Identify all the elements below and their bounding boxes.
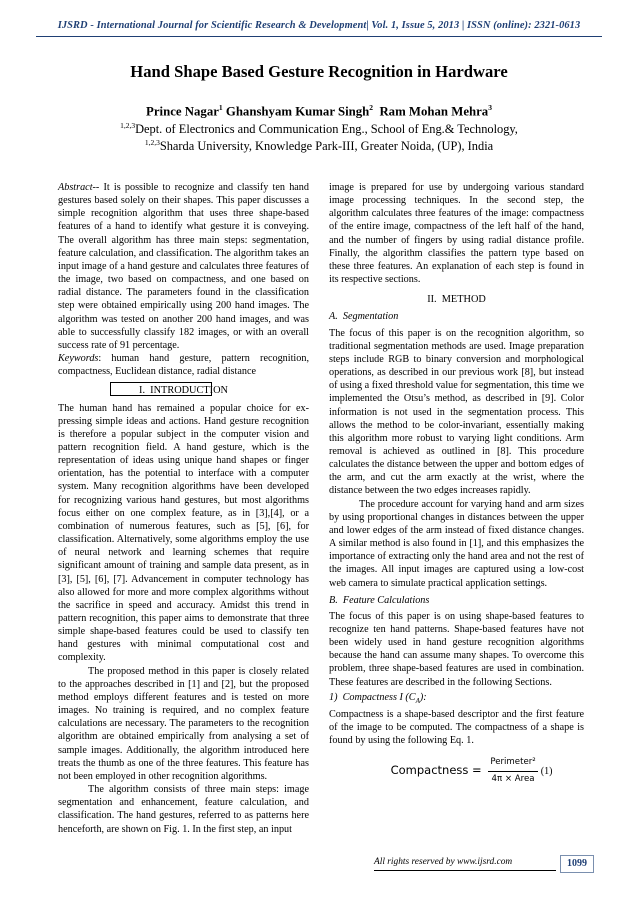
affiliation-text: Sharda University, Knowledge Park-III, Greater Noida, (UP), India (159, 139, 494, 154)
author-superscript: 1 (218, 103, 223, 112)
affiliation-superscript: 1,2,3 (144, 138, 160, 147)
footer-rights (374, 857, 512, 867)
feature-paragraph: The focus of this paper is on using shape-based features to recognize ten hand patterns. Shape-based features have not been widely used in hand gesture recognition algorithms because the hand can assume many shapes. To overcome this problem, three shape-based features are used in combination. These features are described in the following Sections. (329, 610, 584, 688)
method-heading: II. METHOD (427, 294, 486, 306)
affiliation-line (38, 121, 600, 137)
compactness-paragraph: Compactness is a shape-based descriptor and the first feature of the image to be computed. The compactness of a shape is found by using the following Eq. 1. (329, 708, 584, 747)
compactness-equation (359, 756, 584, 785)
segmentation-paragraph: The focus of this paper is on the recognition algorithm, so traditional segmentation methods are used. Image preparation steps include RGB to binary conversion and morphological operations, as described in our previous work [8], but instead of using a fixed threshold value for segmentation, this time we implemented the Otsu’s method, as described in [9]. Color information is not used in the segmentation process. This allows the method to be color-invariant, essentially making this algorithm more robust to varying light conditions. Arm removal is achieved as outlined in [8]. This procedure calculates the distance between the upper and bottom edges of the arm, and cut the arm exactly at the wrist, where the distance between the two edges increases rapidly. (329, 327, 584, 497)
page-number: 1099 (560, 855, 594, 873)
equation-denominator: 4π × Area (491, 773, 535, 784)
intro-paragraph: The algorithm consists of three main steps: image segmentation and enhancement, feature calculation, and classification. The hand gestures, referred to as patterns here henceforth, are shown on Fig. 1. In the first step, an input (58, 784, 309, 835)
author-superscript: 3 (488, 103, 492, 112)
header-rule (36, 36, 602, 37)
equation-number: (1) (540, 766, 553, 778)
footer-rights-text: All rights reserved by (374, 857, 457, 867)
intro-paragraph: The human hand has remained a popular choice for ex-pressing simple ideas and actions. Hand gesture recognition is therefore a popular subject in the computer vision and pattern recognition field. A hand gesture, which is the representation of ideas using unique hand shapes or finger orientation, has the potential to interface with a computer system. Many recognition algorithms have been developed for recognizing various hand gestures, but most algorithms focus either on one complex feature, as in [3],[4], or a combination of numerous features, such as [5], [6], for classification. Alternatively, some algorithms employ the use of neural network and learning schemes that require significant amount of training and sample data present, as in [3], [5], [6], [7]. Advancement in computer technology has also allowed for more and more complex algorithms without the sacrifice in speed and accuracy. Amidst this trend in pattern recognition, this paper aims to demonstrate that three simple shape-based features could be used to classify ten hand gestures with minimal computational cost and complexity. (58, 402, 309, 664)
keywords (58, 352, 309, 378)
equation-lhs: Compactness = (390, 763, 486, 778)
keywords-label: Keywords (58, 353, 99, 365)
footer-url-link[interactable]: www.ijsrd.com (456, 857, 513, 867)
intro-paragraph: The proposed method in this paper is closely related to the approaches described in [1] and [2], but the proposed method employs different features and is tested on more images. No training is required, and no complex feature calculations are necessary. The parameters to the recognition algorithm are obtained empirically from analysing a set of sample images. Additionally, the algorithm introduced here treats the thumb as one of the three features. This feature has not been employed in other recognition algorithms. (58, 665, 309, 782)
introduction-heading (58, 384, 309, 397)
compactness-heading-text: 1) Compactness I (C (329, 691, 416, 703)
journal-header: IJSRD - International Journal for Scientific Research & Development| Vol. 1, Issue 5, 2013 | ISSN (online): 2321-0613 (57, 20, 581, 31)
author-list (38, 103, 600, 119)
abstract (58, 181, 309, 352)
abstract-label: Abstract (58, 182, 93, 193)
compactness-heading (329, 691, 584, 708)
heading-box (110, 382, 212, 396)
affiliation-text: Dept. of Electronics and Communication Eng., School of Eng.& Technology, (135, 122, 518, 137)
affiliation-superscript: 1,2,3 (120, 121, 136, 130)
compactness-heading-end: ): (419, 691, 427, 703)
author-name: Prince Nagar (146, 104, 219, 119)
author-superscript: 2 (369, 103, 374, 112)
feature-calculations-heading: B. Feature Calculations (329, 594, 430, 606)
introduction-heading-text: I. INTRODUCTION (139, 385, 228, 397)
right-column (329, 181, 584, 786)
keywords-text: : human hand gesture, pattern recognition, compactness, Euclidean distance, radial distance (58, 353, 309, 378)
abstract-text: -- It is possible to recognize and classify ten hand gestures based solely on their shapes. This paper discusses a simple recognition algorithm that uses three shape-based features of a hand to identify what gesture it is conveying. The overall algorithm has three main steps: segmentation, feature calculation, and classification. The algorithm takes an input image of a hand gesture and calculates three features of the image, two based on compactness, and one based on radial distance. The parameters found in the classification step were obtained empirically using 200 hand images. The algorithm was tested on another 200 hand images, and was able to successfully classify 182 images, or with an overall success rate of 91 percentage. (58, 182, 309, 351)
compactness-heading-subscript: A (415, 696, 420, 705)
affiliation-line (38, 138, 600, 154)
author-name: Ghanshyam Kumar Singh (225, 104, 370, 119)
footer-rule (374, 870, 556, 871)
segmentation-heading: A. Segmentation (329, 311, 399, 323)
author-name: Ram Mohan Mehra (379, 104, 489, 119)
paper-title: Hand Shape Based Gesture Recognition in Hardware (130, 62, 508, 81)
segmentation-paragraph: The procedure account for varying hand and arm sizes by using proportional changes in distances between the upper and lower edges of the arm instead of fixed distance changes. A similar method is also found in [1], and this emphasizes the importance of extracting only the hand area and not the rest of the images. All input images are captured using a low-cost web camera to simulate practical application settings. (329, 498, 584, 589)
body-paragraph: image is prepared for use by undergoing various standard image processing techniques. In the second step, the algorithm calculates three features of the image: compactness of the entire image, compactness of the left half of the hand, and the number of fingers by using radial distance profile. Finally, the algorithm classifies the pattern type based on these three features. An explanation of each step is found in its respective sections. (329, 182, 584, 286)
equation-numerator: Perimeter² (488, 756, 537, 771)
equation-fraction (488, 756, 537, 785)
left-column (58, 181, 309, 836)
